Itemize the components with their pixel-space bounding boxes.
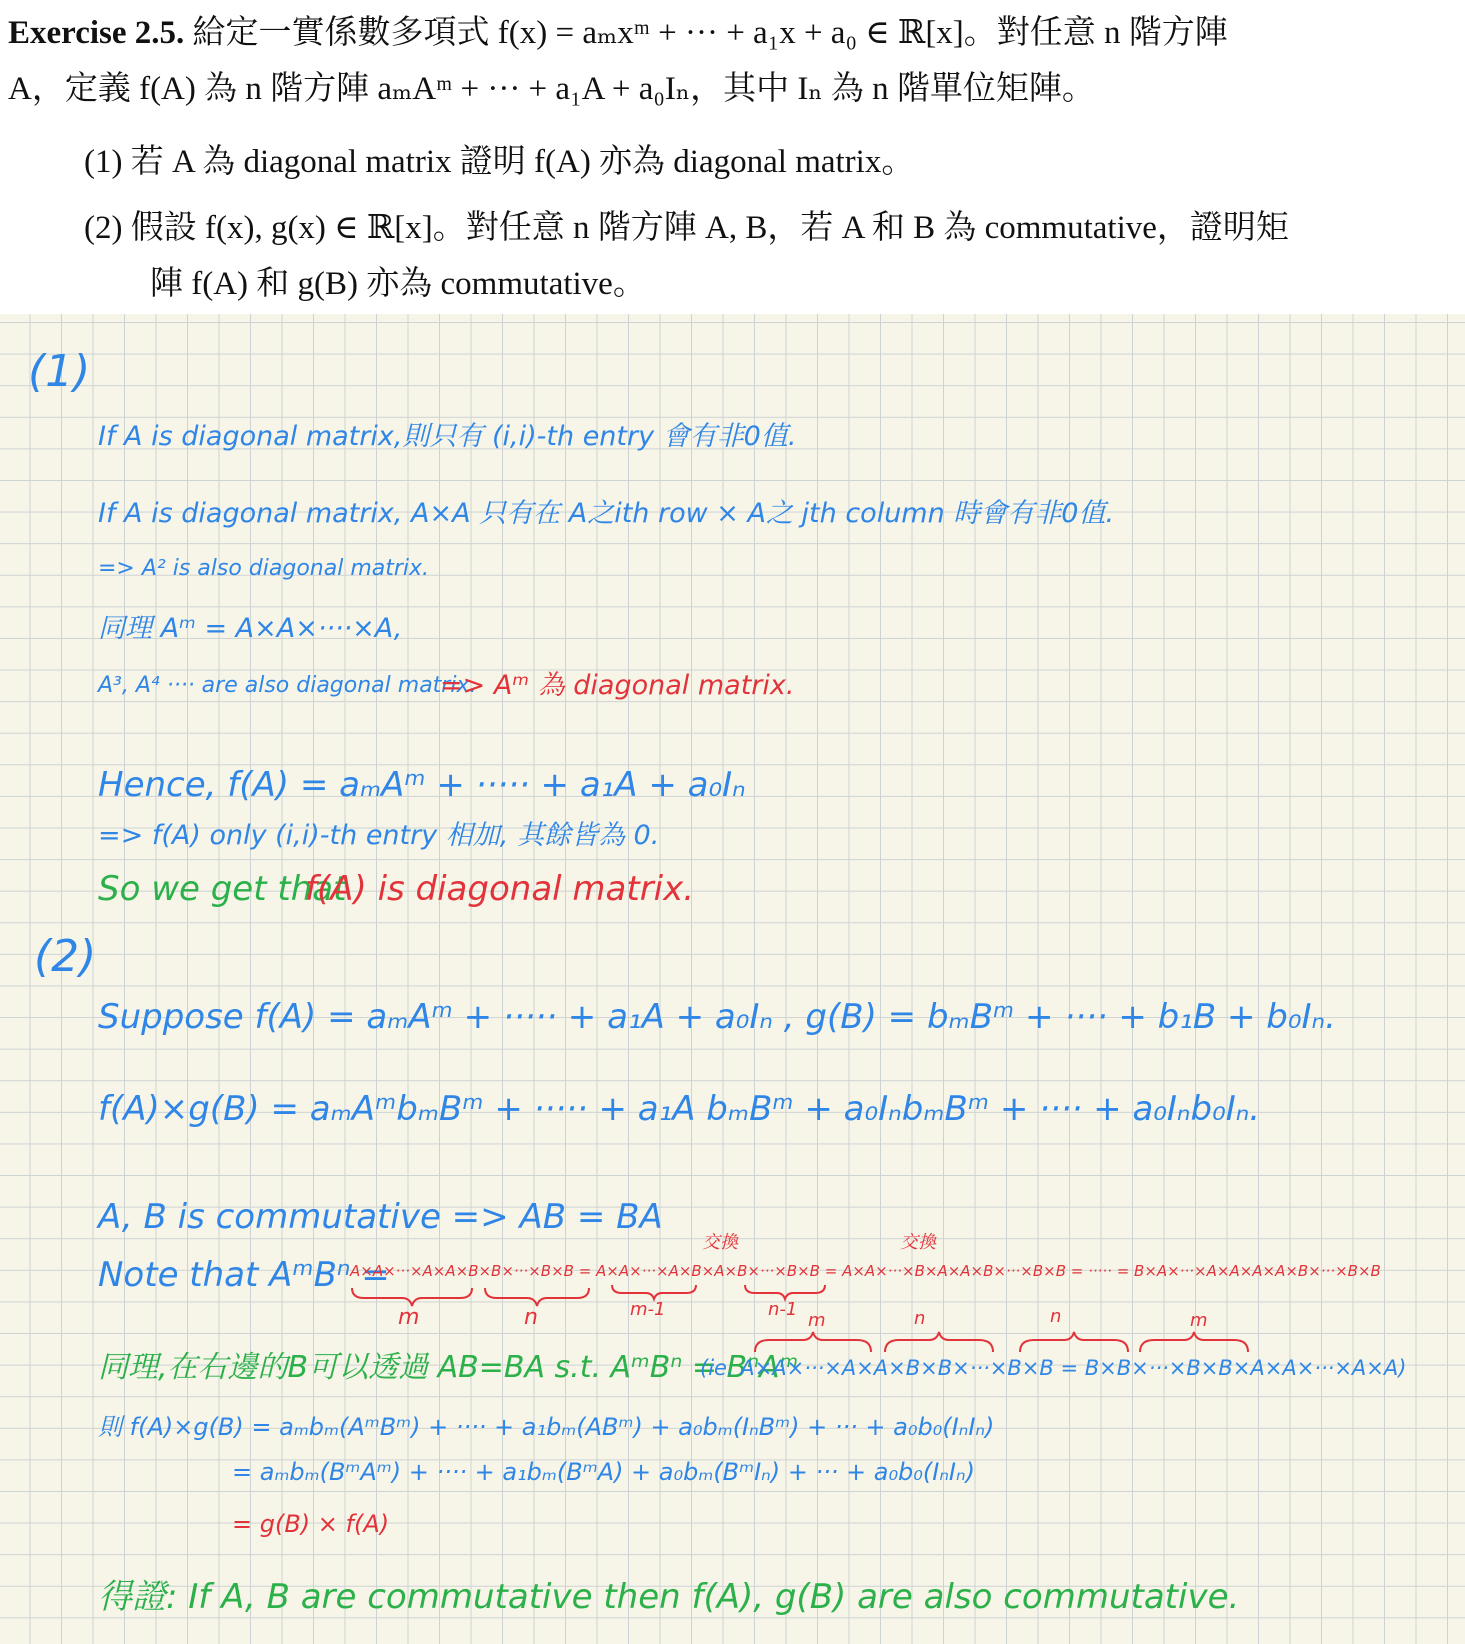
note-line-5a: A³, A⁴ ···· are also diagonal matrix.	[98, 673, 477, 698]
note-line-8b: f(A) is diagonal matrix.	[305, 869, 695, 909]
note-line-13a: 同理,在右邊的B可以透過 AB=BA s.t. AᵐBⁿ = BⁿAᵐ	[98, 1350, 799, 1385]
exercise-line-1-text: 給定一實係數多項式 f(x) = aₘxᵐ + ··· + a₁x + a₀ ∈ ℝ[x]。對任意 n 階方陣	[192, 15, 1228, 51]
note-line-6: Hence, f(A) = aₘAᵐ + ····· + a₁A + a₀Iₙ	[98, 765, 746, 805]
brace-label-m-1: m-1	[630, 1299, 666, 1320]
exercise-part-1: (1) 若 A 為 diagonal matrix 證明 f(A) 亦為 diagonal matrix。	[84, 144, 915, 180]
exercise-title: Exercise 2.5.	[8, 15, 185, 51]
note-line-16: = g(B) × f(A)	[232, 1510, 390, 1538]
note-line-10: f(A)×g(B) = aₘAᵐbₘBᵐ + ····· + a₁A bₘBᵐ + a₀IₙbₘBᵐ + ···· + a₀Iₙb₀Iₙ.	[98, 1089, 1261, 1129]
brace-top-label-1: m	[808, 1310, 826, 1331]
exercise-part-2a: (2) 假設 f(x), g(x) ∈ ℝ[x]。對任意 n 階方陣 A, B，若 A 和 B 為 commutative，證明矩	[84, 210, 1289, 246]
note-line-15: = aₘbₘ(BᵐAᵐ) + ···· + a₁bₘ(BᵐA) + a₀bₘ(BᵐIₙ) + ··· + a₀b₀(IₙIₙ)	[232, 1458, 975, 1486]
conclusion: 得證: If A, B are commutative then f(A), g(B) are also commutative.	[98, 1577, 1240, 1617]
brace-top-label-3: n	[1050, 1306, 1062, 1327]
swap-note-2: 交換	[900, 1232, 936, 1253]
note-line-13b: (ie. A×A×···×A×A×B×B×···×B×B = B×B×···×B×B×A×A×···×A×A)	[700, 1356, 1407, 1380]
note-line-8a: So we get that	[98, 869, 347, 909]
swap-note-1: 交換	[702, 1232, 738, 1253]
exercise-part-2b: 陣 f(A) 和 g(B) 亦為 commutative。	[150, 266, 646, 302]
part-1-label: (1)	[28, 346, 91, 397]
note-line-4: 同理 Aᵐ = A×A×····×A,	[98, 613, 403, 644]
brace-top-label-2: n	[914, 1308, 926, 1329]
exercise-line-2: A，定義 f(A) 為 n 階方陣 aₘAᵐ + ··· + a₁A + a₀Iₙ，其中 Iₙ 為 n 階單位矩陣。	[8, 71, 1095, 107]
note-line-7: => f(A) only (i,i)-th entry 相加, 其餘皆為 0.	[98, 820, 660, 851]
brace-label-m: m	[398, 1305, 420, 1330]
exercise-statement	[0, 0, 1465, 314]
note-line-11: A, B is commutative => AB = BA	[98, 1197, 663, 1237]
note-line-3: => A² is also diagonal matrix.	[98, 556, 430, 581]
note-line-2: If A is diagonal matrix, A×A 只有在 A之ith row × A之 jth column 時會有非0值.	[98, 498, 1115, 529]
brace-label-n: n	[524, 1305, 538, 1330]
brace-label-n-1: n-1	[768, 1299, 798, 1320]
note-line-14: 則 f(A)×g(B) = aₘbₘ(AᵐBᵐ) + ···· + a₁bₘ(ABᵐ) + a₀bₘ(IₙBᵐ) + ··· + a₀b₀(IₙIₙ)	[98, 1413, 995, 1441]
note-line-12a: Note that AᵐBⁿ =	[98, 1255, 390, 1295]
part-2-label: (2)	[34, 931, 97, 982]
note-line-9: Suppose f(A) = aₘAᵐ + ····· + a₁A + a₀Iₙ , g(B) = bₘBᵐ + ···· + b₁B + b₀Iₙ.	[98, 997, 1336, 1037]
exercise-line-1	[8, 17, 1228, 50]
note-line-1: If A is diagonal matrix,則只有 (i,i)-th entry 會有非0值.	[98, 421, 797, 452]
note-line-12b: A×A×···×A×A×B×B×···×B×B = A×A×···×A×B×A×B×···×B×B = A×A×···×B×A×A×B×···×B×B = ····· = B×A×···×A×A×A×A×B×···×B×B	[350, 1262, 1381, 1280]
note-line-5b: => Aᵐ 為 diagonal matrix.	[440, 670, 795, 701]
brace-top-label-4: m	[1190, 1310, 1208, 1331]
